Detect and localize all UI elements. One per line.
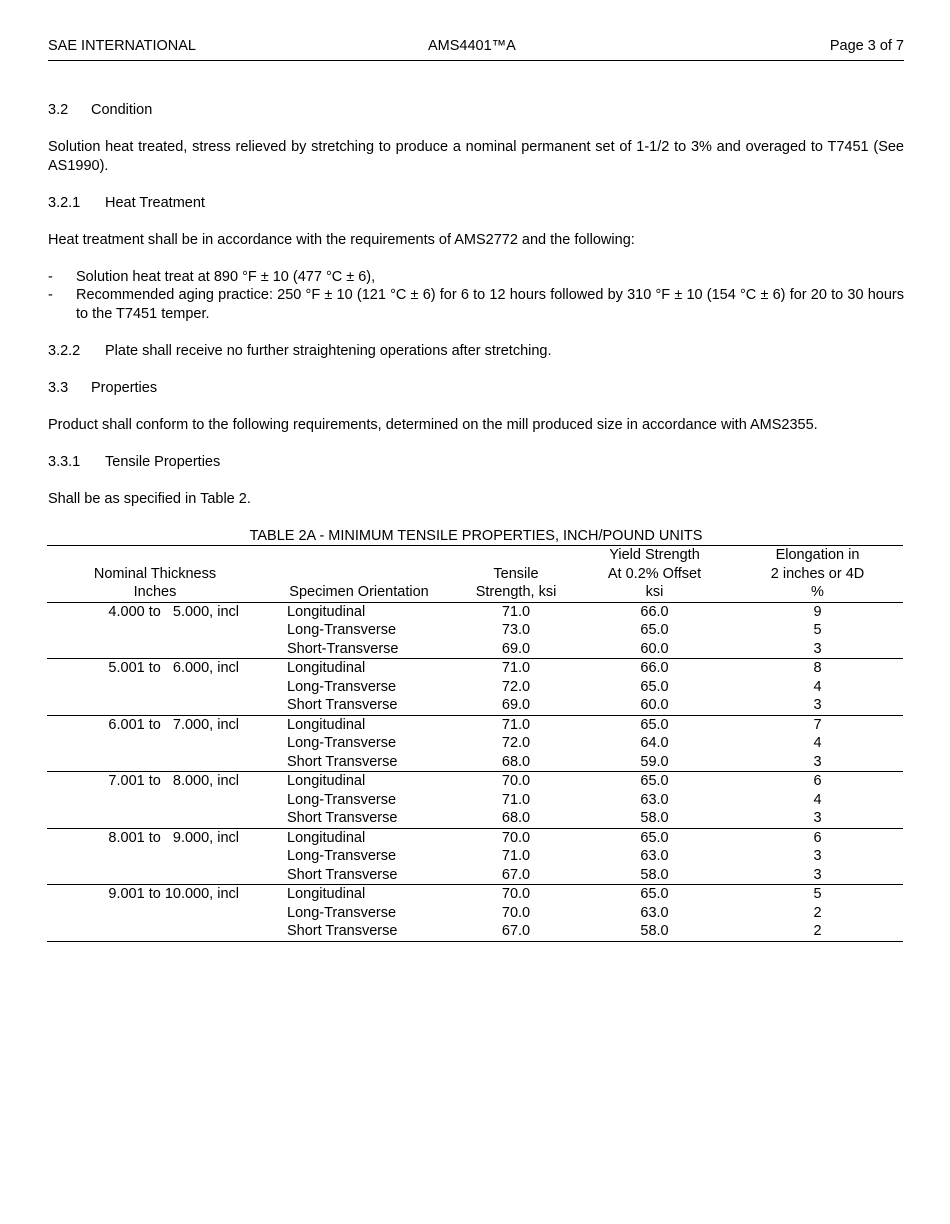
thickness-cell xyxy=(47,847,263,866)
yield-strength-cell: 63.0 xyxy=(640,791,669,808)
header-tensile-strength: Tensile Strength, ksi xyxy=(475,565,557,600)
thickness-cell: 4.000 to 5.000, incl xyxy=(108,603,239,620)
table-title: TABLE 2A - MINIMUM TENSILE PROPERTIES, INCH/POUND UNITS xyxy=(249,527,703,544)
tensile-strength-cell: 70.0 xyxy=(501,829,531,846)
orientation-cell: Longitudinal xyxy=(287,829,366,846)
orientation-cell: Longitudinal xyxy=(287,660,366,676)
table-row xyxy=(47,866,903,885)
elongation-cell: 4 xyxy=(813,735,822,751)
thickness-cell xyxy=(47,866,263,885)
elongation-cell: 6 xyxy=(813,773,822,789)
elongation-cell: 9 xyxy=(813,603,822,620)
yield-strength-cell: 65.0 xyxy=(640,773,669,789)
orientation-cell: Longitudinal xyxy=(287,886,366,902)
yield-strength-cell: 58.0 xyxy=(640,810,669,826)
orientation-cell: Long-Transverse xyxy=(287,678,397,695)
header-elongation: Elongation in 2 inches or 4D % xyxy=(770,547,865,600)
orientation-cell: Short Transverse xyxy=(287,753,398,770)
tensile-strength-cell: 71.0 xyxy=(501,603,531,620)
table-row xyxy=(47,734,903,753)
table-row xyxy=(47,659,903,678)
yield-strength-cell: 58.0 xyxy=(640,923,669,939)
thickness-group xyxy=(47,602,903,659)
elongation-cell: 3 xyxy=(813,848,822,864)
orientation-cell: Short Transverse xyxy=(287,866,398,883)
tensile-properties-paragraph: Shall be as specified in Table 2. xyxy=(48,490,251,507)
table-row xyxy=(47,696,903,715)
table-row xyxy=(47,791,903,810)
tensile-strength-cell: 70.0 xyxy=(501,886,531,902)
elongation-cell: 7 xyxy=(813,716,822,733)
heat-treatment-list xyxy=(48,268,904,324)
section-heading-3-3: 3.3 Properties xyxy=(48,379,158,396)
tensile-strength-cell: 70.0 xyxy=(501,904,531,921)
list-item: - Recommended aging practice: 250 °F ± 10 (121 °C ± 6) for 6 to 12 hours followed by 310 °F ± 10 (154 °C ± 6) for 20 to 30 hours to the T7451 temper. xyxy=(48,287,904,322)
orientation-cell: Short-Transverse xyxy=(287,640,399,657)
elongation-cell: 4 xyxy=(813,678,822,695)
condition-paragraph: Solution heat treated, stress relieved by stretching to produce a nominal permanent set of 1-1/2 to 3% and overaged to T7451 (See AS1990). xyxy=(48,139,904,174)
page-header xyxy=(48,38,904,61)
table-row xyxy=(47,904,903,923)
elongation-cell: 8 xyxy=(813,660,822,676)
yield-strength-cell: 65.0 xyxy=(640,622,669,638)
tensile-strength-cell: 67.0 xyxy=(501,923,531,939)
thickness-cell xyxy=(47,904,263,923)
elongation-cell: 5 xyxy=(813,886,822,902)
tensile-strength-cell: 73.0 xyxy=(501,622,531,638)
header-organization: SAE INTERNATIONAL xyxy=(48,38,196,54)
yield-strength-cell: 60.0 xyxy=(640,697,669,713)
table-row xyxy=(47,922,903,941)
table-row xyxy=(47,753,903,772)
tensile-strength-cell: 68.0 xyxy=(501,753,531,770)
table-row xyxy=(47,847,903,866)
orientation-cell: Longitudinal xyxy=(287,716,366,733)
thickness-cell: 8.001 to 9.000, incl xyxy=(108,829,239,846)
elongation-cell: 3 xyxy=(813,697,822,713)
thickness-group xyxy=(47,659,903,716)
table-header-row xyxy=(47,546,903,603)
elongation-cell: 2 xyxy=(813,904,822,921)
orientation-cell: Long-Transverse xyxy=(287,848,397,864)
table-row xyxy=(47,885,903,904)
yield-strength-cell: 65.0 xyxy=(640,886,669,902)
elongation-cell: 4 xyxy=(813,791,822,808)
yield-strength-cell: 64.0 xyxy=(640,735,669,751)
tensile-strength-cell: 72.0 xyxy=(501,735,531,751)
properties-paragraph: Product shall conform to the following requirements, determined on the mill produced size in accordance with AMS2355. xyxy=(48,416,818,433)
thickness-cell xyxy=(47,809,263,828)
elongation-cell: 3 xyxy=(813,753,822,770)
header-nominal-thickness: Nominal Thickness Inches xyxy=(93,565,217,600)
tensile-strength-cell: 69.0 xyxy=(501,640,531,657)
tensile-strength-cell: 72.0 xyxy=(501,678,531,695)
thickness-cell: 6.001 to 7.000, incl xyxy=(108,716,239,733)
yield-strength-cell: 65.0 xyxy=(640,716,669,733)
thickness-cell xyxy=(47,640,263,659)
table-row xyxy=(47,772,903,791)
thickness-cell xyxy=(47,696,263,715)
yield-strength-cell: 66.0 xyxy=(640,660,669,676)
yield-strength-cell: 58.0 xyxy=(640,866,669,883)
section-heading-3-3-1: 3.3.1 Tensile Properties xyxy=(48,453,221,470)
yield-strength-cell: 60.0 xyxy=(640,640,669,657)
tensile-strength-cell: 71.0 xyxy=(501,716,531,733)
header-yield-strength: Yield Strength At 0.2% Offset ksi xyxy=(607,547,702,600)
document-body xyxy=(48,101,904,942)
thickness-cell xyxy=(47,922,263,941)
orientation-cell: Long-Transverse xyxy=(287,791,397,808)
yield-strength-cell: 63.0 xyxy=(640,848,669,864)
yield-strength-cell: 65.0 xyxy=(640,678,669,695)
orientation-cell: Long-Transverse xyxy=(287,622,397,638)
yield-strength-cell: 59.0 xyxy=(640,753,669,770)
tensile-strength-cell: 67.0 xyxy=(501,866,531,883)
thickness-cell xyxy=(47,621,263,640)
elongation-cell: 3 xyxy=(813,810,822,826)
elongation-cell: 2 xyxy=(813,923,822,939)
header-page-number: Page 3 of 7 xyxy=(829,38,904,54)
thickness-cell xyxy=(47,791,263,810)
thickness-group xyxy=(47,828,903,885)
yield-strength-cell: 66.0 xyxy=(640,603,669,620)
tensile-strength-cell: 71.0 xyxy=(501,791,531,808)
table-row xyxy=(47,640,903,659)
heat-treatment-paragraph: Heat treatment shall be in accordance with the requirements of AMS2772 and the following: xyxy=(48,231,635,248)
thickness-cell: 7.001 to 8.000, incl xyxy=(108,773,239,789)
thickness-cell xyxy=(47,678,263,697)
orientation-cell: Short Transverse xyxy=(287,923,398,939)
elongation-cell: 5 xyxy=(813,622,822,638)
table-row xyxy=(47,602,903,621)
table-row xyxy=(47,678,903,697)
thickness-cell xyxy=(47,734,263,753)
tensile-strength-cell: 71.0 xyxy=(501,660,531,676)
elongation-cell: 3 xyxy=(813,866,822,883)
section-heading-3-2-1: 3.2.1 Heat Treatment xyxy=(48,194,205,211)
elongation-cell: 6 xyxy=(813,829,822,846)
orientation-cell: Long-Transverse xyxy=(287,735,397,751)
elongation-cell: 3 xyxy=(813,640,822,657)
thickness-cell: 9.001 to 10.000, incl xyxy=(108,886,239,902)
table-row xyxy=(47,621,903,640)
table-row xyxy=(47,809,903,828)
tensile-strength-cell: 70.0 xyxy=(501,773,531,789)
table-row xyxy=(47,828,903,847)
section-heading-3-2-2: 3.2.2 Plate shall receive no further straightening operations after stretching. xyxy=(48,342,552,359)
table-row xyxy=(47,715,903,734)
header-document-id: AMS4401™A xyxy=(428,38,516,54)
thickness-cell xyxy=(47,753,263,772)
tensile-strength-cell: 68.0 xyxy=(501,810,531,826)
list-item: - Solution heat treat at 890 °F ± 10 (477 °C ± 6), xyxy=(48,268,376,285)
orientation-cell: Long-Transverse xyxy=(287,904,397,921)
thickness-cell: 5.001 to 6.000, incl xyxy=(108,660,239,676)
tensile-strength-cell: 71.0 xyxy=(501,848,531,864)
header-specimen-orientation: Specimen Orientation xyxy=(289,584,429,600)
thickness-group xyxy=(47,772,903,829)
thickness-group xyxy=(47,885,903,942)
orientation-cell: Short Transverse xyxy=(287,810,398,826)
tensile-strength-cell: 69.0 xyxy=(501,697,531,713)
section-heading-3-2: 3.2 Condition xyxy=(48,102,153,118)
tensile-properties-table xyxy=(47,545,903,942)
orientation-cell: Short Transverse xyxy=(287,697,398,713)
thickness-group xyxy=(47,715,903,772)
orientation-cell: Longitudinal xyxy=(287,773,366,789)
orientation-cell: Longitudinal xyxy=(287,603,366,620)
yield-strength-cell: 63.0 xyxy=(640,904,669,921)
yield-strength-cell: 65.0 xyxy=(640,829,669,846)
